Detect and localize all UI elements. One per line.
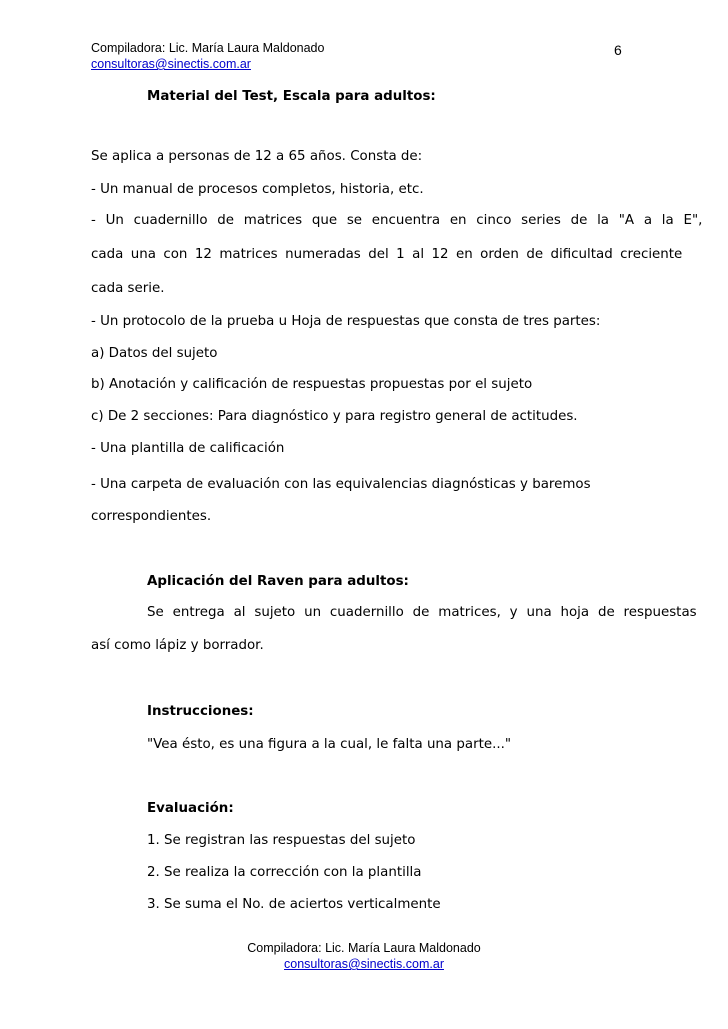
item-manual: - Un manual de procesos completos, historia, etc. (91, 182, 424, 197)
part-c: c) De 2 secciones: Para diagnóstico y para registro general de actitudes. (91, 409, 578, 424)
page-number: 6 (614, 42, 622, 58)
item-carpeta-line-1: - Una carpeta de evaluación con las equivalencias diagnósticas y baremos (91, 477, 591, 492)
item-cuadernillo-text-2: cada una con 12 matrices numeradas del 1 al 12 en orden de dificultad creciente (91, 247, 683, 262)
item-cuadernillo-line-2 (91, 247, 683, 262)
material-heading: Material del Test, Escala para adultos: (147, 89, 436, 104)
item-plantilla: - Una plantilla de calificación (91, 441, 285, 456)
item-protocolo: - Un protocolo de la prueba u Hoja de respuestas que consta de tres partes: (91, 314, 601, 329)
footer-author: Compiladora: Lic. María Laura Maldonado (247, 941, 481, 955)
eval-step-2: 2. Se realiza la corrección con la plantilla (147, 865, 422, 880)
item-cuadernillo-line-3: cada serie. (91, 281, 165, 296)
instrucciones-heading: Instrucciones: (147, 704, 254, 719)
eval-step-3: 3. Se suma el No. de aciertos verticalmente (147, 897, 441, 912)
evaluacion-heading: Evaluación: (147, 801, 234, 816)
part-a: a) Datos del sujeto (91, 346, 218, 361)
part-b: b) Anotación y calificación de respuestas propuestas por el sujeto (91, 377, 533, 392)
footer-email-link[interactable]: consultoras@sinectis.com.ar (284, 957, 444, 971)
item-cuadernillo-line-1 (91, 213, 703, 228)
item-cuadernillo-text: - Un cuadernillo de matrices que se encuentra en cinco series de la "A a la E", (91, 213, 703, 228)
header-email-link[interactable]: consultoras@sinectis.com.ar (91, 57, 251, 71)
page-footer (0, 940, 728, 972)
aplicacion-line-2: así como lápiz y borrador. (91, 638, 264, 653)
page-header (91, 40, 324, 72)
eval-step-1: 1. Se registran las respuestas del sujeto (147, 833, 416, 848)
intro-text: Se aplica a personas de 12 a 65 años. Consta de: (91, 149, 423, 164)
item-carpeta-line-2: correspondientes. (91, 509, 212, 524)
instrucciones-text: "Vea ésto, es una figura a la cual, le falta una parte..." (147, 737, 512, 752)
aplicacion-heading: Aplicación del Raven para adultos: (147, 574, 409, 589)
header-author: Compiladora: Lic. María Laura Maldonado (91, 41, 325, 55)
aplicacion-line-1: Se entrega al sujeto un cuadernillo de matrices, y una hoja de respuestas (147, 605, 697, 620)
